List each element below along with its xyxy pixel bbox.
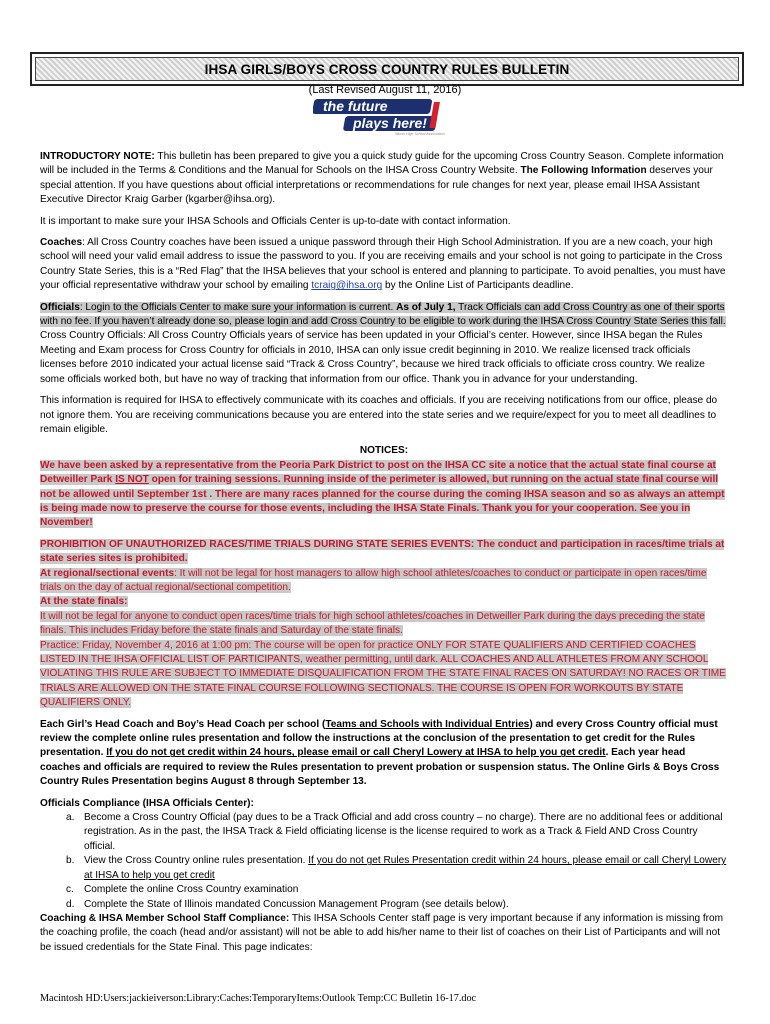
page-title: IHSA GIRLS/BOYS CROSS COUNTRY RULES BULLETIN bbox=[204, 61, 570, 77]
officials-text-2: Track Officials can add Cross Country as one of their sports with no fee. If you haven’t already done so, please login and add Cross Country to be eligible to work during the IHSA Cross Country State Series this fall. bbox=[40, 301, 726, 328]
state-label: At the state finals: bbox=[40, 596, 128, 608]
prohibition-text: PROHIBITION OF UNAUTHORIZED RACES/TIME TRIALS DURING STATE SERIES EVENTS: The conduct and participation in races/time trials at state series sites is prohibited. bbox=[40, 538, 725, 565]
officials-label: Officials bbox=[40, 301, 80, 313]
revised-date: (Last Revised August 11, 2016) bbox=[308, 84, 462, 96]
regional-text: : It will not be legal for host managers to allow high school athletes/coaches to conduct or participate in open races/time trials on the day of actual regional/sectional competition. bbox=[40, 567, 707, 593]
file-path-footer: Macintosh HD:Users:jackieiverson:Library:Caches:TemporaryItems:Outlook Temp:CC Bulletin 16-17.doc bbox=[40, 993, 477, 1004]
regional-paragraph bbox=[40, 567, 728, 596]
notice-peoria-a: We have been asked by a representative from the Peoria Park District to post on the IHSA CC site a notice that the actual state final course at Detweiller Park bbox=[40, 459, 716, 486]
intro-text-1: This bulletin has been prepared to give you a quick study guide for the upcoming Cross Country Season. Complete information will be included in the Terms & Conditions and the Manual for Schools on the IHSA Cross Country Website. bbox=[40, 151, 724, 177]
officials-paragraph bbox=[40, 301, 728, 330]
coaches-paragraph bbox=[40, 236, 728, 294]
ihsa-logo bbox=[313, 96, 447, 136]
list-marker: a. bbox=[66, 812, 75, 824]
list-item-text: Become a Cross Country Official (pay dues to be a Track Official and add cross country – no charge). There are no additional fees or additional registration. As in the past, the IHSA Track & Field officiating license is the license required to work as a Track & Field AND Cross Country official. bbox=[84, 812, 723, 852]
bulletin-body bbox=[40, 150, 728, 962]
regional-label: At regional/sectional events bbox=[40, 567, 175, 579]
practice-paragraph bbox=[40, 639, 728, 711]
intro-text-2: deserves your special attention. If you have questions about official interpretations or recommendations for rule changes for next year, please email IHSA Assistant Executive Director Kraig Garber (kgarber@ihsa.org). bbox=[40, 165, 713, 206]
title-box bbox=[30, 52, 744, 86]
intro-bold: The Following Information bbox=[520, 165, 647, 177]
list-item-text: Complete the online Cross Country examination bbox=[84, 884, 299, 896]
email-link[interactable]: tcraig@ihsa.org bbox=[311, 280, 383, 292]
logo-org: Illinois High School Association bbox=[395, 132, 445, 136]
list-marker: d. bbox=[66, 898, 75, 910]
contact-paragraph: It is important to make sure your IHSA Schools and Officials Center is up-to-date with contact information. bbox=[40, 215, 511, 227]
intro-paragraph bbox=[40, 150, 728, 208]
list-marker: b. bbox=[66, 855, 75, 867]
state-label-line bbox=[40, 595, 728, 609]
title-banner bbox=[35, 57, 739, 81]
logo-line2: plays here! bbox=[353, 115, 427, 131]
coaches-label: Coaches bbox=[40, 237, 83, 249]
xc-officials-paragraph: Cross Country Officials: All Cross Country Officials years of service has been updated in your Official’s center. However, since IHSA began the Rules Meeting and Exam process for Cross Country for officials in 2010, IHSA can only issue credit beginning in 2010. We realize licensed track officials licenses before 2010 indicated your actual license said “Track & Cross Country”, because we hired track officials to officiate cross country. We realize some officials worked both, but have no way of tracking that information from our office. Thank you in advance for your understanding. bbox=[40, 330, 705, 385]
state-text: It will not be legal for anyone to conduct open races/time trials for high school athletes/coaches in Detweiller Park during the days preceding the state finals. This includes Friday before the state finals and Saturday of the state finals. bbox=[40, 610, 705, 637]
staff-text: This IHSA Schools Center staff page is very important because if any information is missing from the coaching profile, the coach (head and/or assistant) will not be able to add his/her name to their list of coaches on their List of Participants and will not be issued credentials for the State Final. This page indicates: bbox=[40, 912, 724, 953]
intro-label: INTRODUCTORY NOTE: bbox=[40, 151, 155, 162]
list-item bbox=[40, 811, 728, 854]
head-coach-t3: . Each year head coaches and officials are required to review the Rules presentation to prevent probation or suspension status. The Online Girls & Boys Cross Country Rules Presentation begins August 8 through September 13. bbox=[40, 747, 720, 788]
head-coach-paragraph bbox=[40, 718, 728, 790]
list-item-text: View the Cross Country online rules presentation. bbox=[84, 855, 309, 867]
list-item bbox=[40, 898, 728, 912]
list-item-text: Complete the State of Illinois mandated Concussion Management Program (see details below). bbox=[84, 898, 509, 910]
officials-bold: As of July 1, bbox=[396, 301, 456, 313]
coaches-tail: by the Online List of Participants deadline. bbox=[382, 280, 574, 292]
list-item-underline: If you do not get Rules Presentation credit within 24 hours, please email or call Cheryl Lowery at IHSA to help you get credit bbox=[84, 855, 727, 881]
prohibition-heading bbox=[40, 538, 728, 567]
compliance-heading: Officials Compliance (IHSA Officials Center): bbox=[40, 797, 254, 809]
list-item bbox=[40, 883, 728, 897]
notice-peoria bbox=[40, 459, 728, 531]
notice-peoria-underline: IS NOT bbox=[115, 474, 149, 486]
notice-peoria-b: open for training sessions. Running inside of the perimeter is allowed, but running on the actual state final course will not be allowed until September 1st . There are many races planned for the course during the coming IHSA season and so as always an attempt is being made now to preserve the course for those events, including the IHSA State Finals. Thank you for your cooperation. See you in November! bbox=[40, 474, 725, 529]
list-marker: c. bbox=[66, 884, 74, 896]
head-coach-u2: If you do not get credit within 24 hours, please email or call Cheryl Lowery at IHSA to help you get credit bbox=[106, 747, 606, 759]
officials-text-1: : Login to the Officials Center to make sure your information is current. bbox=[79, 301, 397, 313]
head-coach-t1: Each Girl’s Head Coach and Boy’s Head Coach per school ( bbox=[40, 718, 326, 730]
coaches-text: : All Cross Country coaches have been issued a unique password through their High School Administration. If you are a new coach, your high school will need your valid email address to issue the password to you. If you are receiving emails and your school is not going to participate in the Cross Country State Series, this is a “Red Flag” that the IHSA believes that your school is entered and planning to participate. To avoid penalties, you must have your official representative withdraw your school by emailing bbox=[40, 237, 726, 292]
state-paragraph bbox=[40, 610, 728, 639]
head-coach-t2: ) and every Cross Country official must review the complete online rules presentation and follow the instructions at the conclusion of the presentation to get credit for the Rules presentation. bbox=[40, 718, 718, 759]
practice-text: Practice: Friday, November 4, 2016 at 1:00 pm: The course will be open for practice ONLY FOR STATE QUALIFIERS AND CERTIFIED COACHES LISTED IN THE IHSA OFFICIAL LIST OF PARTICIPANTS, weather permitting, until dark. ALL COACHES AND ALL ATHLETES FROM ANY SCHOOL VIOLATING THIS RULE ARE SUBJECT TO IMMEDIATE DISQUALIFICATION FROM THE STATE FINAL RACES ON SATURDAY! NO RACES OR TIME TRIALS ARE ALLOWED ON THE STATE FINAL COURSE FOLLOWING SECTIONALS. THE COURSE IS OPEN FOR WORKOUTS BY STATE QUALIFIERS ONLY. bbox=[40, 639, 726, 709]
head-coach-u1: Teams and Schools with Individual Entries bbox=[325, 718, 530, 730]
logo-line1: the future bbox=[323, 98, 388, 114]
compliance-list bbox=[40, 811, 728, 912]
info-paragraph: This information is required for IHSA to effectively communicate with its coaches and officials. If you are receiving notifications from our office, please do not ignore them. You are receiving communications because you are entered into the state series and we require/expect for you to meet all deadlines to remain eligible. bbox=[40, 395, 718, 435]
list-item bbox=[40, 854, 728, 883]
notices-heading: NOTICES: bbox=[359, 445, 409, 457]
staff-label: Coaching & IHSA Member School Staff Compliance: bbox=[40, 912, 290, 924]
staff-paragraph bbox=[40, 912, 728, 955]
